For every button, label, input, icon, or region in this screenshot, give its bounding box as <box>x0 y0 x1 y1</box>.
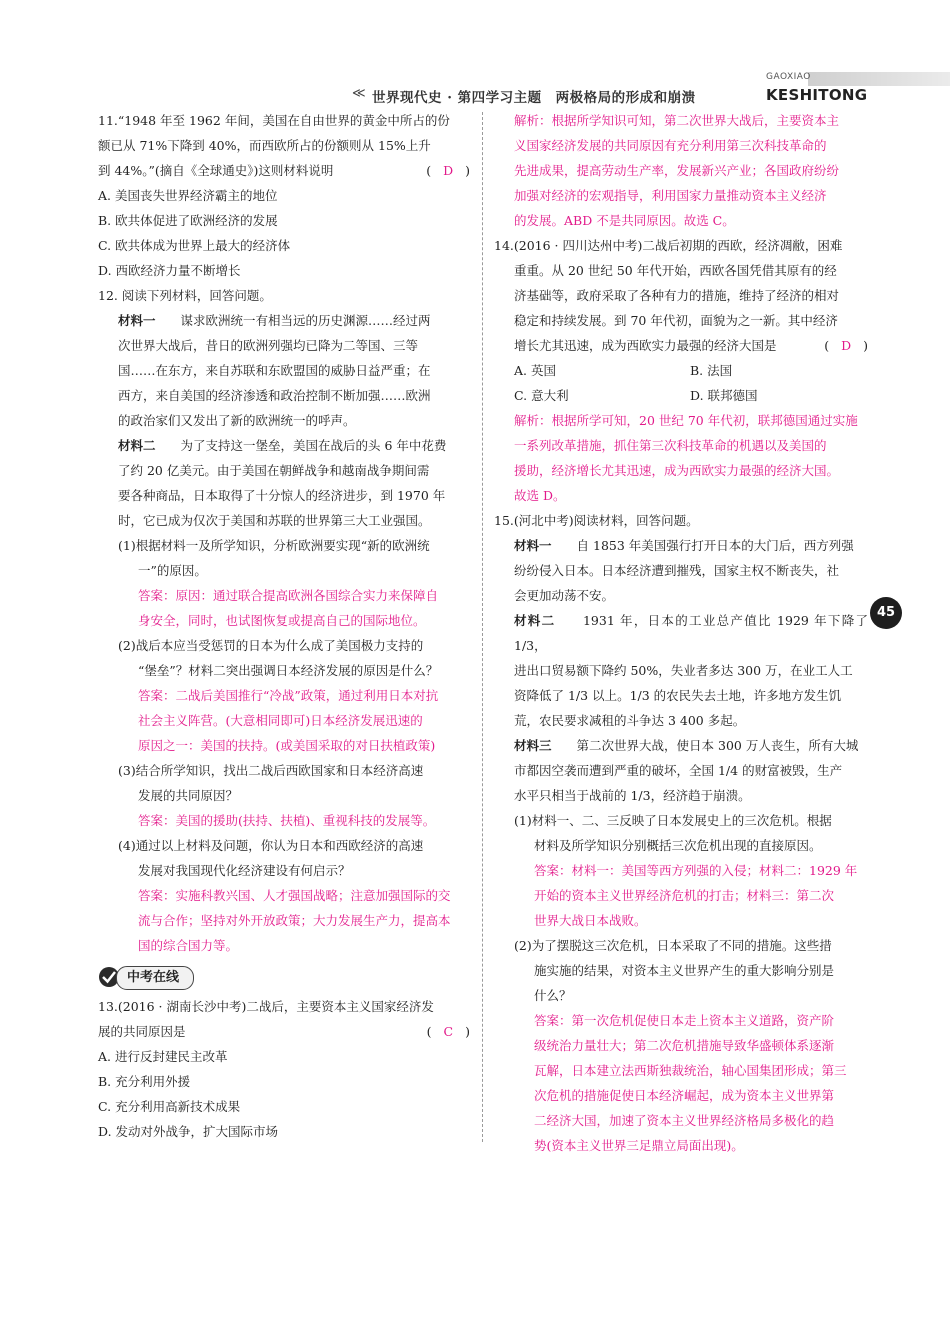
q15-sub-question-2: 施实施的结果，对资本主义世界产生的重大影响分别是 <box>534 963 835 978</box>
q12-answer-1: 身安全，同时，也试图恢复或提高自己的国际地位。 <box>138 613 426 628</box>
q13-line: 展的共同原因是 ( C ) <box>98 1019 470 1044</box>
q12-answer-2: 原因之一：美国的扶持。(或美国采取的对日扶植政策) <box>138 738 436 753</box>
q13-option: A. 进行反封建民主改革 <box>98 1049 228 1064</box>
material-label: 材料二 <box>118 438 156 453</box>
q15-material-3-line: 市都因空袭而遭到严重的破坏，全国 1/4 的财富被毁，生产 <box>514 763 843 778</box>
question-11 <box>98 108 470 283</box>
analysis-line: 解析：根据所学知识可知，第二次世界大战后，主要资本主 <box>514 113 840 128</box>
q11-answer-bracket: ( D ) <box>426 163 470 178</box>
q15-material-3-line: 水平只相当于战前的 1/3，经济趋于崩溃。 <box>514 788 751 803</box>
analysis-line: 一系列改革措施，抓住第三次科技革命的机遇以及美国的 <box>514 438 827 453</box>
q12-material-1-line: 次世界大战后，昔日的欧洲列强均已降为二等国、三等 <box>118 338 419 353</box>
q12-sub-question-2: “堡垒”？材料二突出强调日本经济发展的原因是什么？ <box>138 663 439 678</box>
q14-answer: D <box>841 338 852 353</box>
q14-option: A. 英国 <box>514 363 556 378</box>
q11-option: A. 美国丧失世界经济霸主的地位 <box>98 188 278 203</box>
q14-option: C. 意大利 <box>514 388 569 403</box>
q15-material-2-line: 资降低了 1/3 以上。1/3 的农民失去土地，许多地方发生饥 <box>514 688 842 703</box>
q15-sub-question-1: 材料及所学知识分别概括三次危机出现的直接原因。 <box>534 838 822 853</box>
q12-material-1: 材料一 谋求欧洲统一有相当远的历史渊源……经过两 <box>118 313 431 328</box>
q12-sub-question-4: 发展对我国现代化经济建设有何启示？ <box>138 863 351 878</box>
q13-line: 13.(2016 · 湖南长沙中考)二战后，主要资本主义国家经济发 <box>98 999 434 1014</box>
q15-material-1-line: 会更加动荡不安。 <box>514 588 615 603</box>
q15-sub-question-1: (1)材料一、二、三反映了日本发展史上的三次危机。根据 <box>514 813 832 828</box>
page-header <box>0 68 950 108</box>
q15-material-2: 材料二 1931 年，日本的工业总产值比 1929 年下降了 1/3， <box>514 613 868 653</box>
q15-material-1-line: 纷纷侵入日本。日本经济遭到摧残，国家主权不断丧失，社 <box>514 563 840 578</box>
q15-answer-2: 级统治力量壮大；第二次危机措施导致华盛顿体系逐渐 <box>534 1038 835 1053</box>
q14-options-row <box>494 383 868 408</box>
q11-option: B. 欧共体促进了欧洲经济的发展 <box>98 213 278 228</box>
q12-material-2: 材料二 为了支持这一堡垒，美国在战后的头 6 年中花费 <box>118 438 447 453</box>
q15-answer-2: 瓦解，日本建立法西斯独裁统治，轴心国集团形成；第三 <box>534 1063 847 1078</box>
q12-sub-question-1: 一”的原因。 <box>138 563 207 578</box>
left-column <box>98 108 470 1144</box>
q12-answer-3: 答案：美国的援助(扶持、扶植)、重视科技的发展等。 <box>138 813 436 828</box>
question-14 <box>494 233 868 508</box>
q14-line: 14.(2016 · 四川达州中考)二战后初期的西欧，经济凋敝，困难 <box>494 238 843 253</box>
q12-material-2-line: 要各种商品，日本取得了十分惊人的经济进步，到 1970 年 <box>118 488 446 503</box>
page-number: 45 <box>870 597 902 629</box>
q12-answer-4: 答案：实施科教兴国、人才强国战略；注意加强国际的交 <box>138 888 451 903</box>
q15-answer-2: 答案：第一次危机促使日本走上资本主义道路，资产阶 <box>534 1013 835 1028</box>
q14-options-row <box>494 358 868 383</box>
q12-sub-question-4: (4)通过以上材料及问题，你认为日本和西欧经济的高速 <box>118 838 424 853</box>
question-12 <box>98 283 470 958</box>
q12-material-1-line: 国……在东方，来自苏联和东欧盟国的威胁日益严重；在 <box>118 363 431 378</box>
q11-line: 11.“1948 年至 1962 年间，美国在自由世界的黄金中所占的份 <box>98 113 450 128</box>
q15-sub-question-2: (2)为了摆脱这三次危机，日本采取了不同的措施。这些措 <box>514 938 832 953</box>
q15-sub-question-2: 什么？ <box>534 988 572 1003</box>
material-label: 材料一 <box>118 313 156 328</box>
q14-answer-bracket: ( D ) <box>824 338 868 353</box>
q12-answer-2: 答案：二战后美国推行“冷战”政策，通过利用日本对抗 <box>138 688 439 703</box>
material-label: 材料三 <box>514 738 552 753</box>
brand-logo: KESHITONG <box>766 86 868 104</box>
q12-sub-question-2: (2)战后本应当受惩罚的日本为什么成了美国极力支持的 <box>118 638 424 653</box>
q13-analysis <box>494 108 868 233</box>
q15-answer-1: 答案：材料一：美国等西方列强的入侵；材料二：1929 年 <box>534 863 858 878</box>
q11-option: C. 欧共体成为世界上最大的经济体 <box>98 238 291 253</box>
analysis-line: 解析：根据所学可知，20 世纪 70 年代初，联邦德国通过实施 <box>514 413 858 428</box>
q13-option: B. 充分利用外援 <box>98 1074 191 1089</box>
analysis-line: 援助，经济增长尤其迅速，成为西欧实力最强的经济大国。 <box>514 463 840 478</box>
q14-line: 增长尤其迅速，成为西欧实力最强的经济大国是 ( D ) <box>494 333 868 358</box>
column-divider <box>482 112 483 1142</box>
brand-bar <box>808 72 950 86</box>
section-title: 中考在线 <box>116 966 194 990</box>
right-column <box>494 108 868 1158</box>
q15-answer-1: 开始的资本主义世界经济危机的打击；材料三：第二次 <box>534 888 835 903</box>
q15-answer-1: 世界大战日本战败。 <box>534 913 647 928</box>
q12-answer-2: 社会主义阵营。(大意相同即可)日本经济发展迅速的 <box>138 713 423 728</box>
analysis-line: 义国家经济发展的共同原因有充分利用第三次科技革命的 <box>514 138 827 153</box>
q11-line: 到 44%。”(摘自《全球通史》)这则材料说明 ( D ) <box>98 158 470 183</box>
q12-answer-1: 答案：原因：通过联合提高欧洲各国综合实力来保障自 <box>138 588 439 603</box>
q15-answer-2: 二经济大国，加速了资本主义世界经济格局多极化的趋 <box>534 1113 835 1128</box>
q14-line: 重重。从 20 世纪 50 年代开始，西欧各国凭借其原有的经 <box>514 263 837 278</box>
analysis-line: 加强对经济的宏观指导，利用国家力量推动资本主义经济 <box>514 188 827 203</box>
analysis-line: 先进成果，提高劳动生产率，发展新兴产业；各国政府纷纷 <box>514 163 840 178</box>
analysis-line: 的发展。ABD 不是共同原因。故选 C。 <box>514 213 735 228</box>
q14-line: 稳定和持续发展。到 70 年代初，面貌为之一新。其中经济 <box>514 313 838 328</box>
question-15 <box>494 508 868 1158</box>
q12-sub-question-3: (3)结合所学知识，找出二战后西欧国家和日本经济高速 <box>118 763 424 778</box>
question-13 <box>98 994 470 1144</box>
running-title: 世界现代史 · 第四学习主题 两极格局的形成和崩溃 <box>372 90 696 106</box>
q15-material-2-line: 荒，农民要求减租的斗争达 3 400 多起。 <box>514 713 746 728</box>
q12-sub-question-3: 发展的共同原因？ <box>138 788 239 803</box>
q12-material-2-line: 了约 20 亿美元。由于美国在朝鲜战争和越南战争期间需 <box>118 463 430 478</box>
q11-option: D. 西欧经济力量不断增长 <box>98 263 241 278</box>
q12-material-1-line: 的政治家们又发出了新的欧洲统一的呼声。 <box>118 413 356 428</box>
q15-material-1: 材料一 自 1853 年美国强行打开日本的大门后，西方列强 <box>514 538 854 553</box>
analysis-line: 故选 D。 <box>514 488 566 503</box>
q13-answer: C <box>443 1024 454 1039</box>
q15-stem: 15.(河北中考)阅读材料，回答问题。 <box>494 513 699 528</box>
q12-answer-4: 流与合作；坚持对外开放政策；大力发展生产力，提高本 <box>138 913 451 928</box>
q14-line: 济基础等，政府采取了各种有力的措施，维持了经济的相对 <box>514 288 840 303</box>
double-chevron-icon: ≪ <box>352 86 366 101</box>
q15-answer-2: 势(资本主义世界三足鼎立局面出现)。 <box>534 1138 744 1153</box>
q11-line: 额已从 71%下降到 40%，而西欧所占的份额则从 15%上升 <box>98 138 431 153</box>
q11-answer: D <box>443 163 454 178</box>
section-header <box>98 962 470 992</box>
material-label: 材料二 <box>514 613 556 628</box>
q12-material-2-line: 时，它已成为仅次于美国和苏联的世界第三大工业强国。 <box>118 513 431 528</box>
brand-small: GAOXIAO <box>766 72 811 82</box>
material-label: 材料一 <box>514 538 552 553</box>
q14-option: D. 联邦德国 <box>690 388 758 403</box>
q15-material-2-line: 进出口贸易额下降约 50%，失业者多达 300 万，在业工人工 <box>514 663 853 678</box>
q13-option: D. 发动对外战争，扩大国际市场 <box>98 1124 279 1139</box>
q13-answer-bracket: ( C ) <box>426 1024 470 1039</box>
q15-answer-2: 次危机的措施促使日本经济崛起，成为资本主义世界第 <box>534 1088 835 1103</box>
q12-material-1-line: 西方，来自美国的经济渗透和政治控制不断加强……欧洲 <box>118 388 431 403</box>
q14-option: B. 法国 <box>690 363 733 378</box>
q13-option: C. 充分利用高新技术成果 <box>98 1099 241 1114</box>
q12-stem: 12. 阅读下列材料，回答问题。 <box>98 288 272 303</box>
q12-answer-4: 国的综合国力等。 <box>138 938 239 953</box>
q15-material-3: 材料三 第二次世界大战，使日本 300 万人丧生，所有大城 <box>514 738 859 753</box>
q12-sub-question-1: (1)根据材料一及所学知识，分析欧洲要实现“新的欧洲统 <box>118 538 430 553</box>
